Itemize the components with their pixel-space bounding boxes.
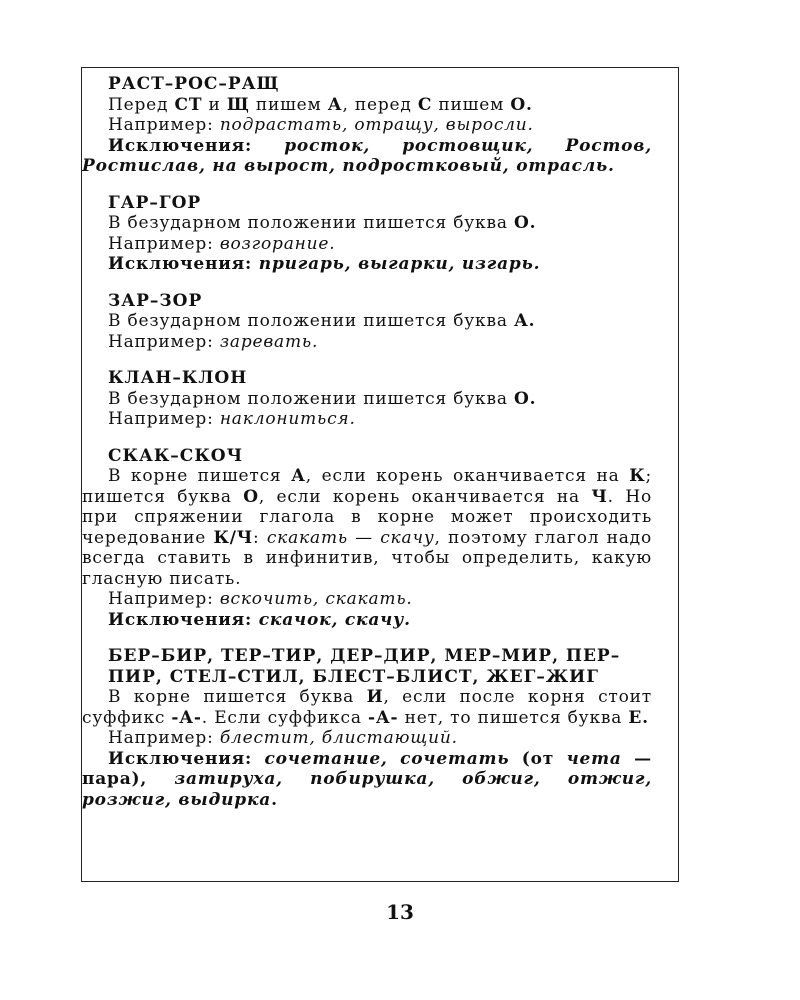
exceptions-line <box>82 749 652 811</box>
example-label: Например: <box>108 589 220 609</box>
rule-fragment: И <box>366 687 384 707</box>
rule-fragment: -А- <box>368 707 399 728</box>
rule-section <box>108 193 652 275</box>
exceptions-fragment: . <box>271 789 278 810</box>
rule-section <box>82 445 652 631</box>
rule-fragment: СТ <box>174 94 203 115</box>
example-line <box>108 409 652 430</box>
exceptions-line <box>82 136 652 177</box>
exceptions-fragment: — пара), <box>82 748 652 789</box>
example-label: Например: <box>108 728 220 748</box>
rule-fragment: -А- <box>171 707 202 728</box>
exceptions-fragment: затируха, побирушка, обжиг, отжиг, розжиг, выдирка <box>82 769 653 810</box>
example-words: заревать. <box>219 331 319 352</box>
example-line <box>108 115 652 136</box>
rule-fragment: В безударном положении пишется буква <box>108 311 514 331</box>
rule-text <box>82 95 652 116</box>
rule-fragment: . Если суффикса <box>201 707 369 728</box>
example-label: Например: <box>108 331 220 352</box>
example-line <box>108 589 652 610</box>
rule-fragment: А <box>327 94 343 115</box>
section-heading: БЕР–БИР, ТЕР–ТИР, ДЕР–ДИР, МЕР–МИР, ПЕР–ПИР, СТЕЛ–СТИЛ, БЛЕСТ–БЛИСТ, ЖЕГ–ЖИГ <box>108 646 621 687</box>
exceptions-fragment: (от <box>509 748 567 769</box>
rule-fragment: Е. <box>628 707 649 728</box>
rule-fragment: пишем <box>249 94 328 115</box>
exceptions-words: скачок, скачу. <box>258 609 411 630</box>
rule-fragment: Перед <box>108 94 175 115</box>
rule-fragment: нет, то пишется буква <box>398 707 629 728</box>
rule-section <box>108 291 652 353</box>
exceptions-label: Исключения: <box>108 748 265 769</box>
rule-fragment: , поэтому глагол надо всегда ставить в инфинитив, чтобы определить, какую гласную писать. <box>82 527 652 589</box>
rule-section <box>82 74 652 177</box>
exceptions-fragment: чета <box>566 748 622 769</box>
rule-fragment: , если корень оканчивается на <box>305 466 630 486</box>
rule-fragment: . Но при спряжении глагола в корне может происходить чередование <box>82 486 652 548</box>
rules-content <box>82 74 653 810</box>
rule-section <box>82 646 653 810</box>
exceptions-label: Исключения: <box>108 609 259 630</box>
rule-section <box>108 368 652 430</box>
example-line <box>108 332 652 353</box>
rule-fragment: О. <box>510 94 533 115</box>
rule-fragment: О <box>243 486 259 507</box>
rule-fragment: и <box>202 94 227 115</box>
rule-fragment: : <box>253 527 267 548</box>
example-words: блестит, блистающий. <box>219 728 458 748</box>
exceptions-line <box>82 254 652 275</box>
rule-fragment: А. <box>514 311 536 331</box>
exceptions-label: Исключения: <box>108 254 259 274</box>
rule-text <box>82 213 652 234</box>
rule-text <box>82 466 652 589</box>
exceptions-line <box>82 610 652 631</box>
section-heading: РАСТ–РОС–РАЩ <box>108 74 280 94</box>
rule-fragment: В безударном положении пишется буква <box>108 213 514 233</box>
rules-frame <box>81 67 679 882</box>
rule-fragment: О. <box>514 213 537 233</box>
rule-fragment: , если после корня стоит суффикс <box>82 687 652 728</box>
rule-fragment: Ч <box>591 486 608 507</box>
section-heading: ЗАР–ЗОР <box>108 290 203 311</box>
rule-fragment: В корне пишется <box>108 466 292 486</box>
rule-fragment: В корне пишется буква <box>108 687 367 707</box>
example-line <box>108 234 652 255</box>
rule-fragment: О. <box>514 388 537 409</box>
rule-fragment: , если корень оканчивается на <box>258 486 592 507</box>
rule-fragment: А <box>291 466 306 486</box>
rule-fragment: Щ <box>226 94 250 115</box>
rule-fragment: С <box>417 94 433 115</box>
rule-fragment: К <box>629 466 646 486</box>
section-heading: ГАР–ГОР <box>108 192 202 213</box>
rule-text <box>82 687 652 728</box>
exceptions-words: росток, ростовщик, Ростов, Ростислав, на вырост, подростковый, отрасль. <box>82 135 652 176</box>
rule-fragment: В безударном положении пишется буква <box>108 388 514 409</box>
rule-text <box>82 311 652 332</box>
exceptions-label: Исключения: <box>108 135 285 156</box>
example-words: вскочить, скакать. <box>219 589 413 609</box>
section-heading: СКАК–СКОЧ <box>108 445 244 466</box>
section-heading: КЛАН–КЛОН <box>108 368 248 388</box>
example-words: возгорание. <box>219 233 336 254</box>
exceptions-words: пригарь, выгарки, изгарь. <box>258 254 541 274</box>
rule-fragment: скакать — скачу <box>266 527 435 548</box>
exceptions-fragment: сочетание, сочетать <box>264 748 510 769</box>
example-label: Например: <box>108 115 220 135</box>
example-line <box>108 728 652 749</box>
rule-fragment: пишем <box>432 94 511 115</box>
example-label: Например: <box>108 409 220 429</box>
rule-fragment: ; пишется буква <box>82 466 652 507</box>
example-words: подрастать, отращу, выросли. <box>219 115 534 135</box>
rule-fragment: , перед <box>342 94 418 115</box>
page-number: 13 <box>386 900 414 924</box>
example-label: Например: <box>108 233 220 254</box>
example-words: наклониться. <box>219 409 356 429</box>
rule-fragment: К/Ч <box>213 527 254 548</box>
rule-text <box>82 389 652 410</box>
